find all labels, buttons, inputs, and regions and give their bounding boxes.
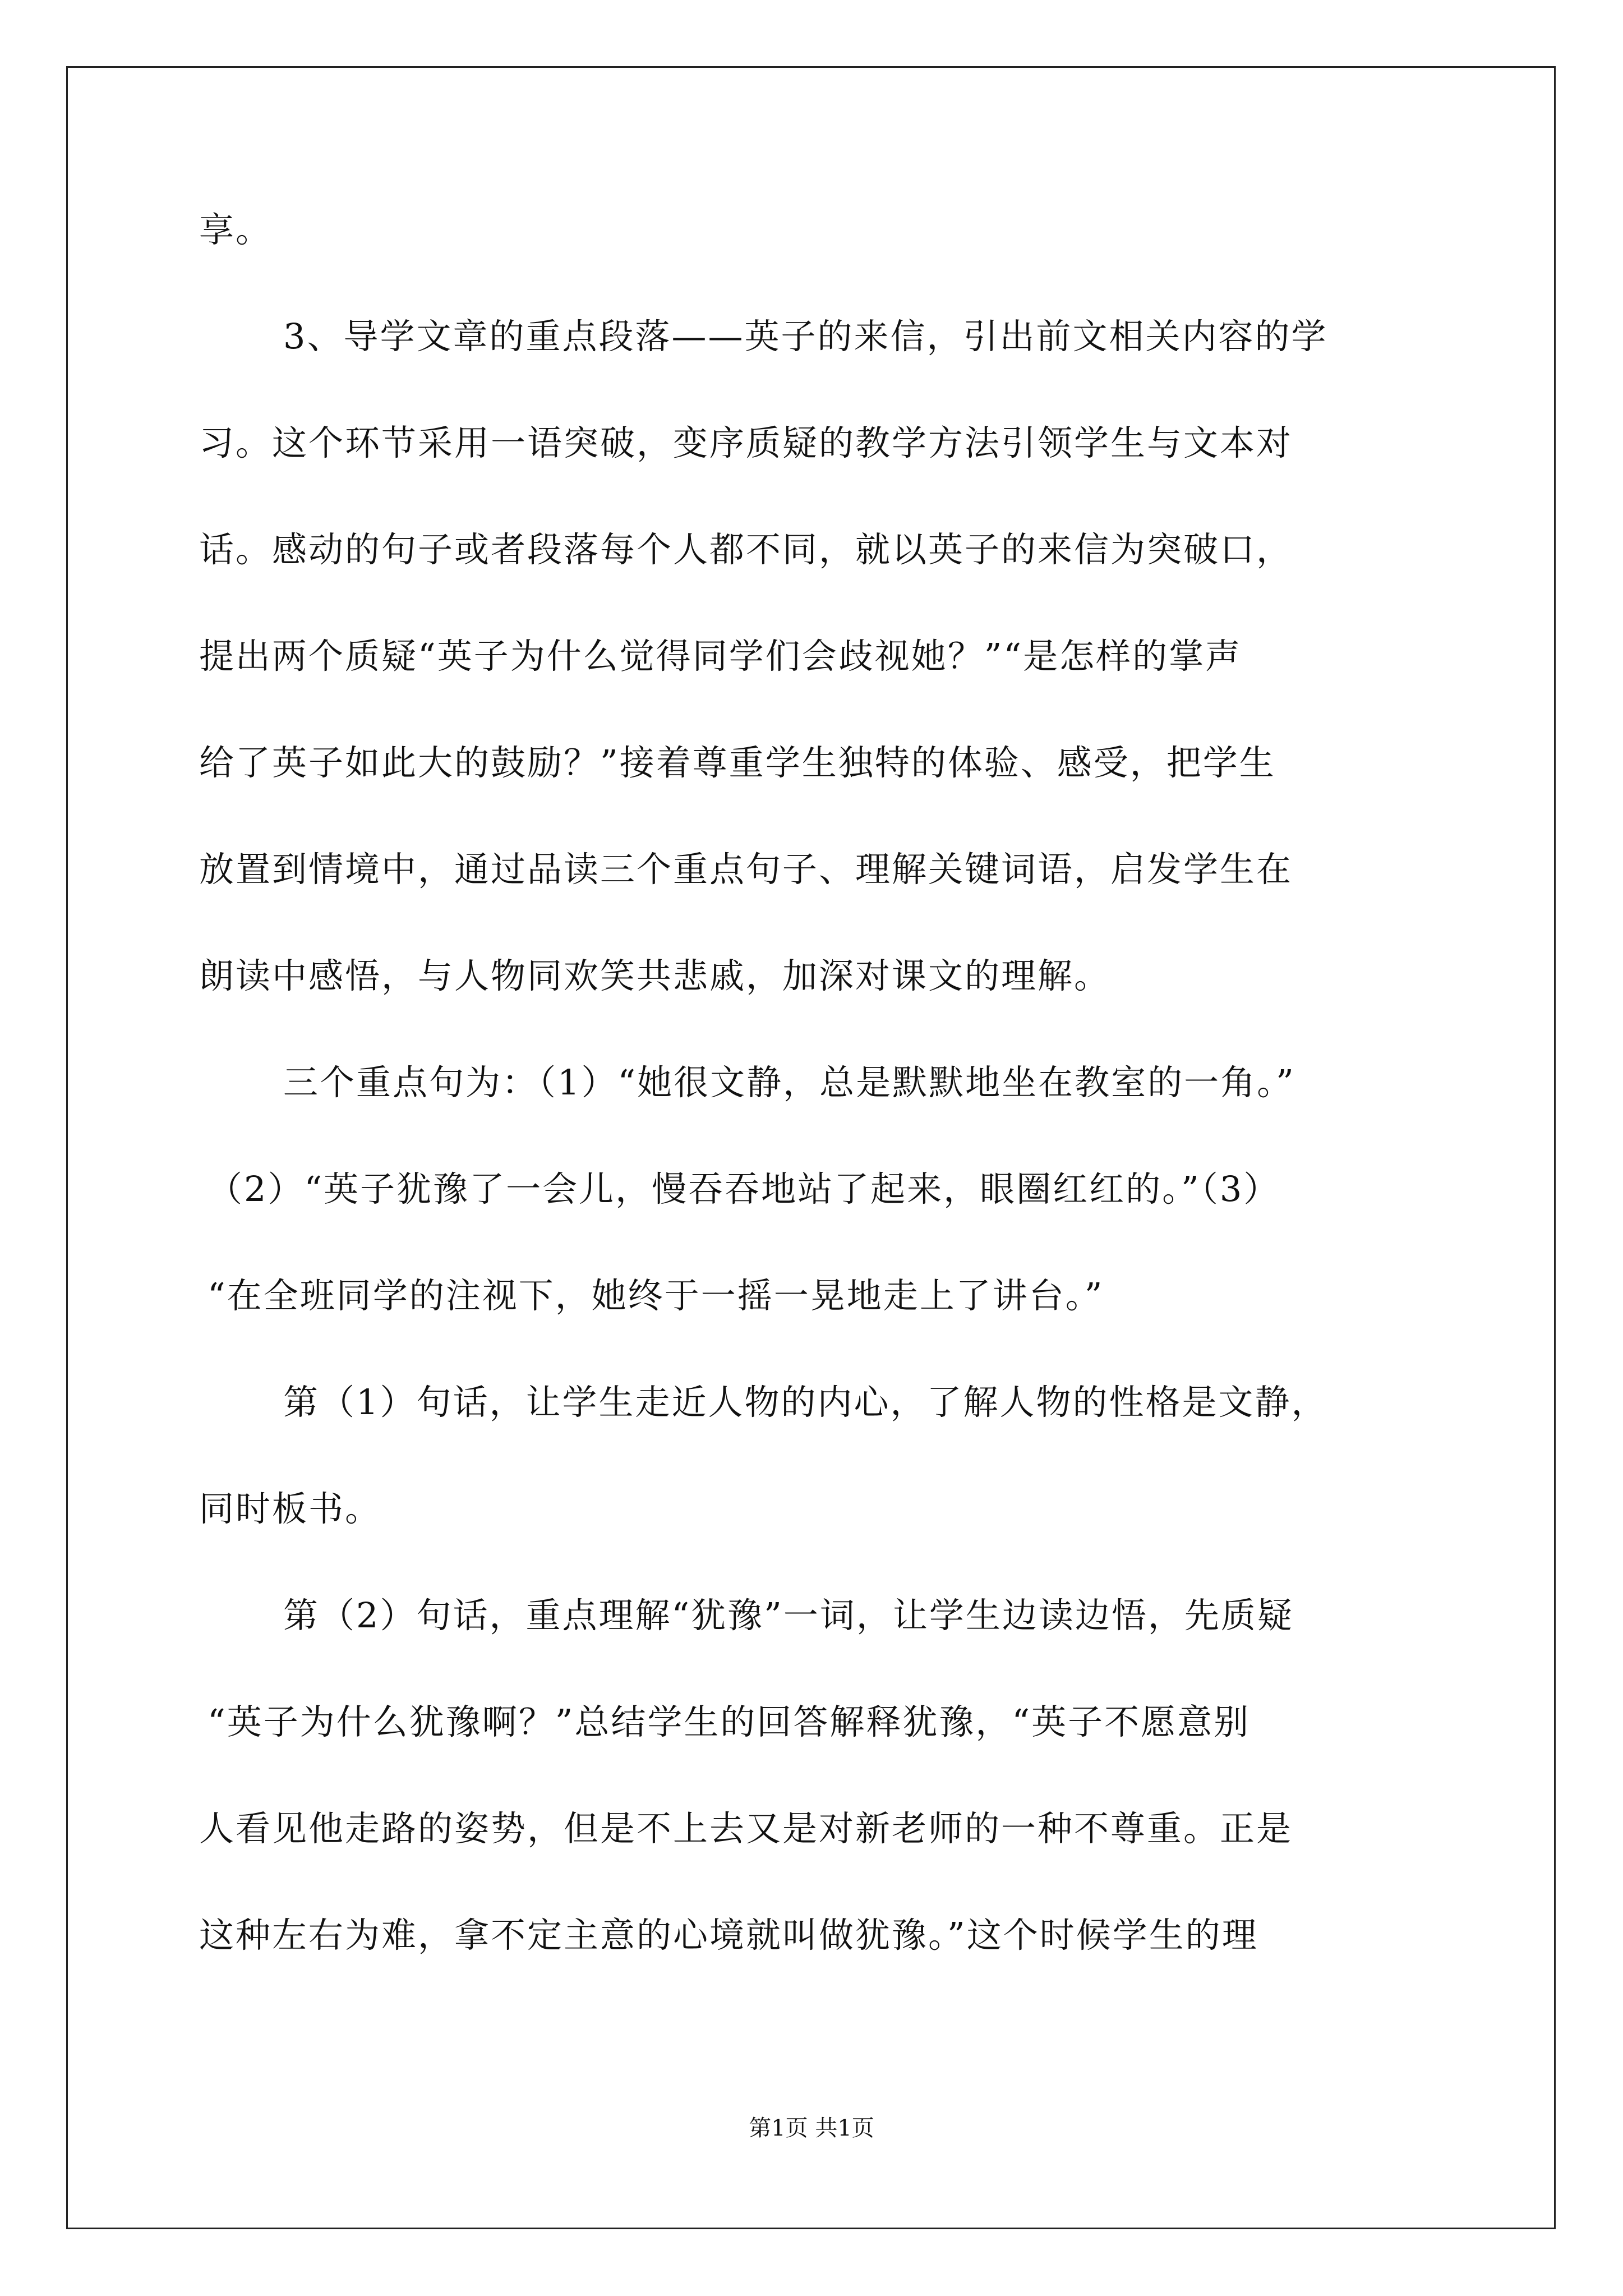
page-number-footer: 第1页 共1页 xyxy=(749,2115,874,2141)
text-line-3: 习。这个环节采用一语突破，变序质疑的教学方法引领学生与文本对 xyxy=(199,422,1293,463)
text-line-2: 3、导学文章的重点段落——英子的来信，引出前文相关内容的学 xyxy=(283,316,1328,357)
text-line-6: 给了英子如此大的鼓励？”接着尊重学生独特的体验、感受，把学生 xyxy=(199,742,1276,783)
text-line-12: 第（1）句话，让学生走近人物的内心，了解人物的性格是文静， xyxy=(283,1382,1328,1423)
text-line-9: 三个重点句为：（1）“她很文静，总是默默地坐在教室的一角。” xyxy=(283,1062,1295,1103)
page-border xyxy=(66,66,1556,2229)
text-line-13: 同时板书。 xyxy=(199,1488,382,1529)
text-line-10: （2）“英子犹豫了一会儿，慢吞吞地站了起来，眼圈红红的。”（3） xyxy=(208,1168,1280,1209)
text-line-15: “英子为什么犹豫啊？”总结学生的回答解释犹豫，“英子不愿意别 xyxy=(208,1701,1251,1742)
text-line-16: 人看见他走路的姿势，但是不上去又是对新老师的一种不尊重。正是 xyxy=(199,1808,1293,1849)
text-line-8: 朗读中感悟，与人物同欢笑共悲戚，加深对课文的理解。 xyxy=(199,955,1111,996)
text-line-7: 放置到情境中，通过品读三个重点句子、理解关键词语，启发学生在 xyxy=(199,849,1293,890)
text-line-5: 提出两个质疑“英子为什么觉得同学们会歧视她？”“是怎样的掌声 xyxy=(199,636,1242,677)
text-line-14: 第（2）句话，重点理解“犹豫”一词，让学生边读边悟，先质疑 xyxy=(283,1595,1294,1636)
text-line-1: 享。 xyxy=(199,209,273,250)
text-line-4: 话。感动的句子或者段落每个人都不同，就以英子的来信为突破口， xyxy=(199,529,1293,570)
text-line-17: 这种左右为难，拿不定主意的心境就叫做犹豫。”这个时候学生的理 xyxy=(199,1915,1258,1955)
text-line-11: “在全班同学的注视下，她终于一摇一晃地走上了讲台。” xyxy=(208,1275,1104,1316)
